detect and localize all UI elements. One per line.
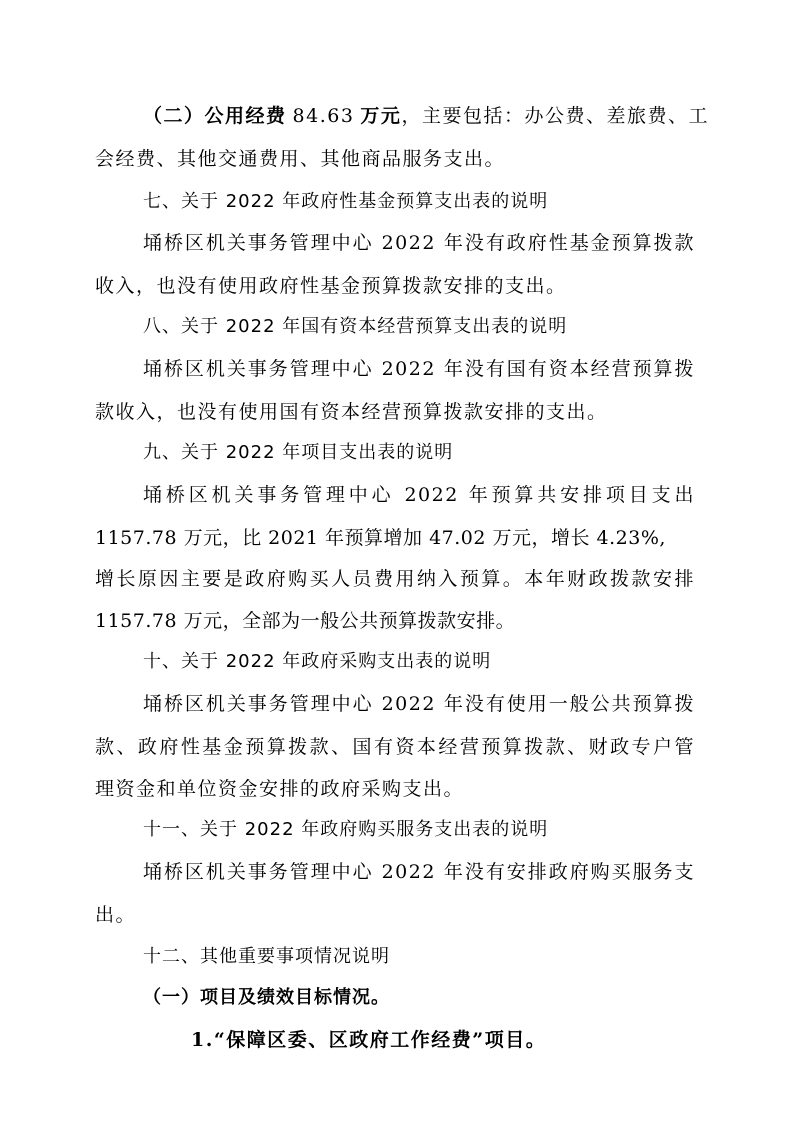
section-heading-8: 八、关于 2022 年国有资本经营预算支出表的说明	[143, 316, 568, 337]
paragraph-line: 埇桥区机关事务管理中心 2022 年没有国有资本经营预算拨	[143, 358, 695, 380]
paragraph-line: 埇桥区机关事务管理中心 2022 年没有安排政府购买服务支	[143, 861, 695, 883]
paragraph-line: 1157.78 万元，全部为一般公共预算拨款安排。	[95, 610, 516, 632]
public-expense-line	[143, 104, 709, 128]
paragraph-line: 出。	[95, 904, 137, 926]
paragraph-line: 理资金和单位资金安排的政府采购支出。	[95, 778, 465, 800]
paragraph-line: 增长原因主要是政府购买人员费用纳入预算。本年财政拨款安排	[95, 568, 695, 590]
section-heading-7: 七、关于 2022 年政府性基金预算支出表的说明	[143, 191, 549, 212]
subsection-heading: （一）项目及绩效目标情况。	[143, 987, 390, 1008]
public-expense-desc: ，主要包括：办公费、差旅费、工	[401, 105, 709, 127]
paragraph-line: 款、政府性基金预算拨款、国有资本经营预算拨款、财政专户管	[95, 736, 695, 758]
section-heading-10: 十、关于 2022 年政府采购支出表的说明	[143, 651, 492, 672]
paragraph-line: 1157.78 万元，比 2021 年预算增加 47.02 万元，增长 4.23%,	[95, 527, 666, 549]
paragraph-line: 会经费、其他交通费用、其他商品服务支出。	[95, 148, 506, 170]
public-expense-label: （二）公用经费	[143, 105, 287, 127]
section-heading-11: 十一、关于 2022 年政府购买服务支出表的说明	[143, 819, 549, 840]
section-heading-9: 九、关于 2022 年项目支出表的说明	[143, 442, 454, 463]
paragraph-line: 埇桥区机关事务管理中心 2022 年没有政府性基金预算拨款	[143, 232, 695, 254]
paragraph-line: 款收入，也没有使用国有资本经营预算拨款安排的支出。	[95, 401, 608, 423]
item-heading: 1.“保障区委、区政府工作经费”项目。	[191, 1029, 547, 1051]
public-expense-amount: 84.63	[292, 105, 355, 127]
section-heading-12: 十二、其他重要事项情况说明	[143, 946, 390, 967]
paragraph-line: 收入，也没有使用政府性基金预算拨款安排的支出。	[95, 275, 567, 297]
paragraph-line: 埇桥区机关事务管理中心 2022 年预算共安排项目支出	[143, 484, 695, 506]
paragraph-line: 埇桥区机关事务管理中心 2022 年没有使用一般公共预算拨	[143, 693, 695, 715]
public-expense-unit: 万元	[360, 105, 402, 127]
